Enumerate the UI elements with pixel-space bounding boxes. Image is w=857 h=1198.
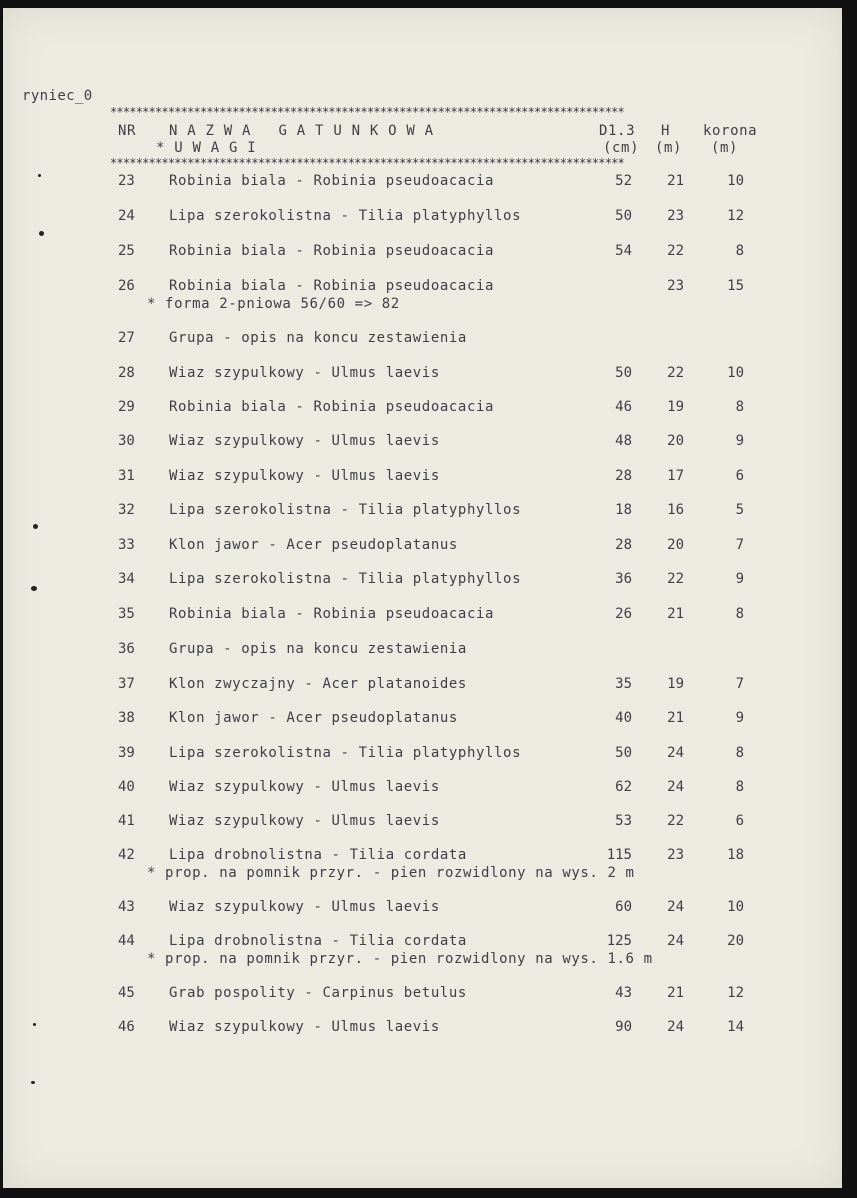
tree-number: 35 bbox=[118, 606, 135, 622]
header-star-divider: ******************************************************************************** bbox=[110, 157, 624, 169]
tree-number: 23 bbox=[118, 173, 135, 189]
species-name: Grupa - opis na koncu zestawienia bbox=[169, 330, 467, 346]
file-label: ryniec_0 bbox=[22, 88, 93, 104]
tree-number: 31 bbox=[118, 468, 135, 484]
crown-value: 18 bbox=[727, 847, 744, 863]
tree-number: 29 bbox=[118, 399, 135, 415]
header-crown: korona bbox=[703, 123, 758, 139]
height-value: 19 bbox=[667, 676, 684, 692]
diameter-value: 43 bbox=[615, 985, 632, 1001]
height-value: 24 bbox=[667, 745, 684, 761]
tree-number: 39 bbox=[118, 745, 135, 761]
tree-number: 38 bbox=[118, 710, 135, 726]
height-value: 21 bbox=[667, 710, 684, 726]
tree-number: 28 bbox=[118, 365, 135, 381]
species-name: Robinia biala - Robinia pseudoacacia bbox=[169, 606, 495, 622]
crown-value: 12 bbox=[727, 208, 744, 224]
crown-value: 10 bbox=[727, 173, 744, 189]
paper-speck bbox=[33, 524, 38, 529]
tree-number: 34 bbox=[118, 571, 135, 587]
header-nr: NR bbox=[118, 123, 137, 139]
header-species-name: N A Z W A G A T U N K O W A bbox=[169, 123, 434, 139]
paper-speck bbox=[38, 174, 41, 177]
species-name: Lipa szerokolistna - Tilia platyphyllos bbox=[169, 745, 522, 761]
tree-number: 40 bbox=[118, 779, 135, 795]
paper-speck bbox=[33, 1023, 36, 1026]
crown-value: 8 bbox=[735, 399, 744, 415]
tree-number: 26 bbox=[118, 278, 135, 294]
crown-value: 7 bbox=[735, 537, 744, 553]
species-name: Wiaz szypulkowy - Ulmus laevis bbox=[169, 779, 440, 795]
remark-note: * forma 2-pniowa 56/60 => 82 bbox=[147, 296, 400, 312]
species-name: Lipa drobnolistna - Tilia cordata bbox=[169, 847, 467, 863]
tree-number: 42 bbox=[118, 847, 135, 863]
species-name: Robinia biala - Robinia pseudoacacia bbox=[169, 173, 495, 189]
diameter-value: 50 bbox=[615, 745, 632, 761]
species-name: Lipa szerokolistna - Tilia platyphyllos bbox=[169, 502, 522, 518]
diameter-value: 60 bbox=[615, 899, 632, 915]
crown-value: 15 bbox=[727, 278, 744, 294]
height-value: 21 bbox=[667, 606, 684, 622]
diameter-value: 50 bbox=[615, 208, 632, 224]
tree-number: 25 bbox=[118, 243, 135, 259]
header-remarks: * U W A G I bbox=[156, 140, 257, 156]
species-name: Lipa szerokolistna - Tilia platyphyllos bbox=[169, 571, 522, 587]
tree-number: 45 bbox=[118, 985, 135, 1001]
tree-number: 33 bbox=[118, 537, 135, 553]
height-value: 22 bbox=[667, 813, 684, 829]
header-d13: D1.3 bbox=[599, 123, 636, 139]
diameter-value: 125 bbox=[606, 933, 632, 949]
height-value: 17 bbox=[667, 468, 684, 484]
height-value: 20 bbox=[667, 433, 684, 449]
crown-value: 7 bbox=[735, 676, 744, 692]
remark-note: * prop. na pomnik przyr. - pien rozwidlony na wys. 2 m bbox=[147, 865, 635, 881]
species-name: Klon zwyczajny - Acer platanoides bbox=[169, 676, 467, 692]
height-value: 24 bbox=[667, 1019, 684, 1035]
crown-value: 12 bbox=[727, 985, 744, 1001]
diameter-value: 35 bbox=[615, 676, 632, 692]
tree-number: 46 bbox=[118, 1019, 135, 1035]
diameter-value: 46 bbox=[615, 399, 632, 415]
paper-speck bbox=[31, 586, 37, 591]
species-name: Klon jawor - Acer pseudoplatanus bbox=[169, 537, 458, 553]
height-value: 21 bbox=[667, 985, 684, 1001]
diameter-value: 62 bbox=[615, 779, 632, 795]
crown-value: 9 bbox=[735, 571, 744, 587]
species-name: Grupa - opis na koncu zestawienia bbox=[169, 641, 467, 657]
height-value: 23 bbox=[667, 847, 684, 863]
top-star-divider: ******************************************************************************** bbox=[110, 106, 624, 118]
diameter-value: 26 bbox=[615, 606, 632, 622]
species-name: Lipa szerokolistna - Tilia platyphyllos bbox=[169, 208, 522, 224]
diameter-value: 50 bbox=[615, 365, 632, 381]
crown-value: 6 bbox=[735, 468, 744, 484]
tree-number: 32 bbox=[118, 502, 135, 518]
crown-value: 14 bbox=[727, 1019, 744, 1035]
tree-number: 36 bbox=[118, 641, 135, 657]
crown-value: 5 bbox=[735, 502, 744, 518]
diameter-value: 52 bbox=[615, 173, 632, 189]
diameter-value: 90 bbox=[615, 1019, 632, 1035]
crown-value: 9 bbox=[735, 433, 744, 449]
height-value: 16 bbox=[667, 502, 684, 518]
crown-value: 8 bbox=[735, 779, 744, 795]
species-name: Wiaz szypulkowy - Ulmus laevis bbox=[169, 468, 440, 484]
species-name: Wiaz szypulkowy - Ulmus laevis bbox=[169, 813, 440, 829]
diameter-value: 115 bbox=[606, 847, 632, 863]
tree-number: 41 bbox=[118, 813, 135, 829]
tree-number: 27 bbox=[118, 330, 135, 346]
crown-value: 8 bbox=[735, 745, 744, 761]
height-value: 19 bbox=[667, 399, 684, 415]
crown-value: 20 bbox=[727, 933, 744, 949]
diameter-value: 53 bbox=[615, 813, 632, 829]
diameter-value: 48 bbox=[615, 433, 632, 449]
crown-value: 8 bbox=[735, 606, 744, 622]
diameter-value: 40 bbox=[615, 710, 632, 726]
remark-note: * prop. na pomnik przyr. - pien rozwidlony na wys. 1.6 m bbox=[147, 951, 653, 967]
height-value: 24 bbox=[667, 933, 684, 949]
species-name: Robinia biala - Robinia pseudoacacia bbox=[169, 278, 495, 294]
height-value: 22 bbox=[667, 571, 684, 587]
height-value: 24 bbox=[667, 779, 684, 795]
species-name: Robinia biala - Robinia pseudoacacia bbox=[169, 243, 495, 259]
height-value: 23 bbox=[667, 278, 684, 294]
height-value: 24 bbox=[667, 899, 684, 915]
tree-number: 24 bbox=[118, 208, 135, 224]
tree-number: 30 bbox=[118, 433, 135, 449]
species-name: Grab pospolity - Carpinus betulus bbox=[169, 985, 467, 1001]
header-height: H bbox=[661, 123, 671, 139]
species-name: Wiaz szypulkowy - Ulmus laevis bbox=[169, 433, 440, 449]
paper-speck bbox=[31, 1081, 35, 1084]
diameter-value: 36 bbox=[615, 571, 632, 587]
species-name: Robinia biala - Robinia pseudoacacia bbox=[169, 399, 495, 415]
crown-value: 10 bbox=[727, 365, 744, 381]
crown-value: 8 bbox=[735, 243, 744, 259]
height-value: 23 bbox=[667, 208, 684, 224]
height-value: 21 bbox=[667, 173, 684, 189]
crown-value: 9 bbox=[735, 710, 744, 726]
species-name: Klon jawor - Acer pseudoplatanus bbox=[169, 710, 458, 726]
height-value: 22 bbox=[667, 365, 684, 381]
species-name: Wiaz szypulkowy - Ulmus laevis bbox=[169, 1019, 440, 1035]
diameter-value: 28 bbox=[615, 537, 632, 553]
tree-number: 37 bbox=[118, 676, 135, 692]
species-name: Lipa drobnolistna - Tilia cordata bbox=[169, 933, 467, 949]
paper-speck bbox=[39, 231, 44, 236]
header-crown-unit: (m) bbox=[711, 140, 739, 156]
tree-number: 43 bbox=[118, 899, 135, 915]
diameter-value: 18 bbox=[615, 502, 632, 518]
height-value: 22 bbox=[667, 243, 684, 259]
species-name: Wiaz szypulkowy - Ulmus laevis bbox=[169, 899, 440, 915]
header-d13-unit: (cm) bbox=[603, 140, 640, 156]
crown-value: 10 bbox=[727, 899, 744, 915]
header-height-unit: (m) bbox=[655, 140, 683, 156]
height-value: 20 bbox=[667, 537, 684, 553]
diameter-value: 28 bbox=[615, 468, 632, 484]
species-name: Wiaz szypulkowy - Ulmus laevis bbox=[169, 365, 440, 381]
crown-value: 6 bbox=[735, 813, 744, 829]
diameter-value: 54 bbox=[615, 243, 632, 259]
tree-number: 44 bbox=[118, 933, 135, 949]
